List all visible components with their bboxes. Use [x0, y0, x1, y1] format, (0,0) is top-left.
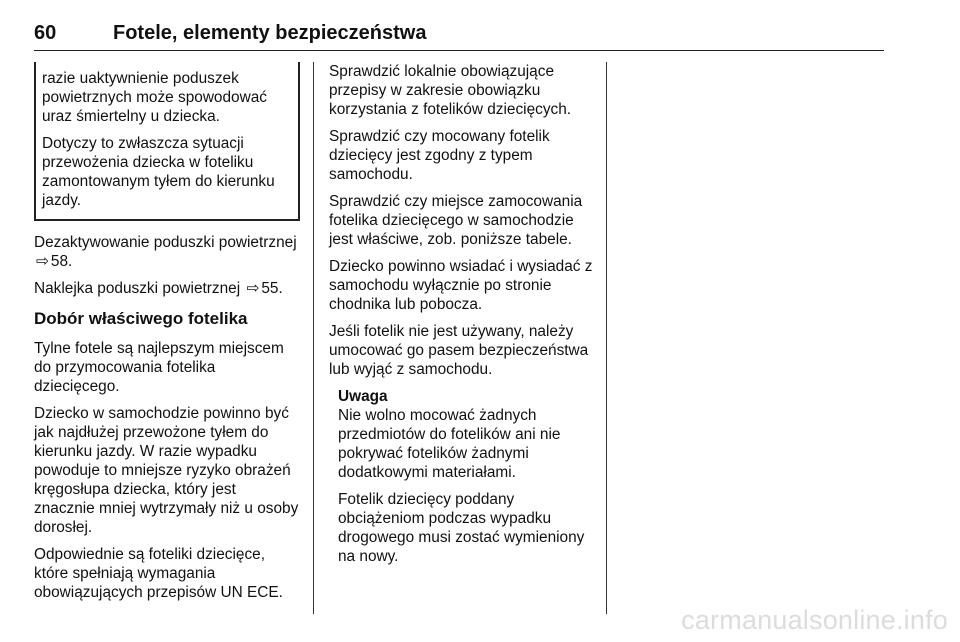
- cross-reference: [34, 233, 300, 271]
- body-paragraph: Dziecko w samochodzie powinno być jak najdłużej przewożone tyłem do kierunku jazdy. W razie wypadku powoduje to mniejsze ryzyko obrażeń kręgosłupa dziecka, który jest znacznie mniej wytrzymały niż u osoby dorosłej.: [34, 405, 299, 536]
- note-paragraph: Fotelik dziecięcy poddany obciążeniom podczas wypadku drogowego musi zostać wymieniony na nowy.: [338, 491, 585, 565]
- page-arrow-icon: ⇨: [36, 253, 49, 270]
- warning-paragraph: razie uaktywnienie poduszek powietrznych może spowodować uraz śmiertelny u dziecka.: [42, 70, 267, 125]
- note-paragraph: Nie wolno mocować żadnych przedmiotów do fotelików ani nie pokrywać fotelików żadnymi dodatkowymi materiałami.: [338, 407, 561, 481]
- note-block: [329, 387, 595, 566]
- body-paragraph: Odpowiednie są foteliki dziecięce, które spełniają wymagania obowiązujących przepisów UN ECE.: [34, 546, 283, 601]
- body-paragraph: Sprawdzić czy mocowany fotelik dziecięcy jest zgodny z typem samochodu.: [329, 128, 550, 183]
- watermark: carmanualsonline.info: [681, 605, 948, 635]
- note-title: Uwaga: [338, 388, 388, 405]
- body-paragraph: Jeśli fotelik nie jest używany, należy umocować go pasem bezpieczeństwa lub wyjąć z samochodu.: [329, 323, 589, 378]
- section-heading: Dobór właściwego fotelika: [34, 309, 248, 328]
- body-paragraph: Sprawdzić czy miejsce zamocowania fotelika dziecięcego w samochodzie jest właściwe, zob. poniższe tabele.: [329, 193, 583, 248]
- page-header: [34, 18, 884, 51]
- warning-box: [34, 62, 300, 221]
- column-divider: [606, 62, 607, 614]
- page-arrow-icon: ⇨: [246, 280, 260, 297]
- cross-reference-text: Naklejka poduszki powietrznej: [34, 280, 241, 297]
- column-divider: [313, 62, 314, 614]
- cross-reference: [34, 279, 300, 298]
- body-paragraph: Tylne fotele są najlepszym miejscem do przymocowania fotelika dziecięcego.: [34, 340, 284, 395]
- warning-paragraph: Dotyczy to zwłaszcza sytuacji przewożenia dziecka w foteliku zamontowanym tyłem do kierunku jazdy.: [42, 135, 275, 209]
- cross-reference-text: Dezaktywowanie poduszki powietrznej: [34, 234, 297, 251]
- column-left: [34, 62, 300, 610]
- body-paragraph: Sprawdzić lokalnie obowiązujące przepisy w zakresie obowiązku korzystania z fotelików dziecięcych.: [329, 63, 572, 118]
- page-number: 60: [34, 22, 57, 44]
- body-paragraph: Dziecko powinno wsiadać i wysiadać z samochodu wyłącznie po stronie chodnika lub pobocza.: [329, 258, 593, 313]
- page-title: Fotele, elementy bezpieczeństwa: [113, 22, 427, 44]
- cross-reference-page[interactable]: 55.: [261, 280, 283, 297]
- cross-reference-page[interactable]: 58.: [50, 253, 73, 270]
- column-middle: [329, 62, 595, 574]
